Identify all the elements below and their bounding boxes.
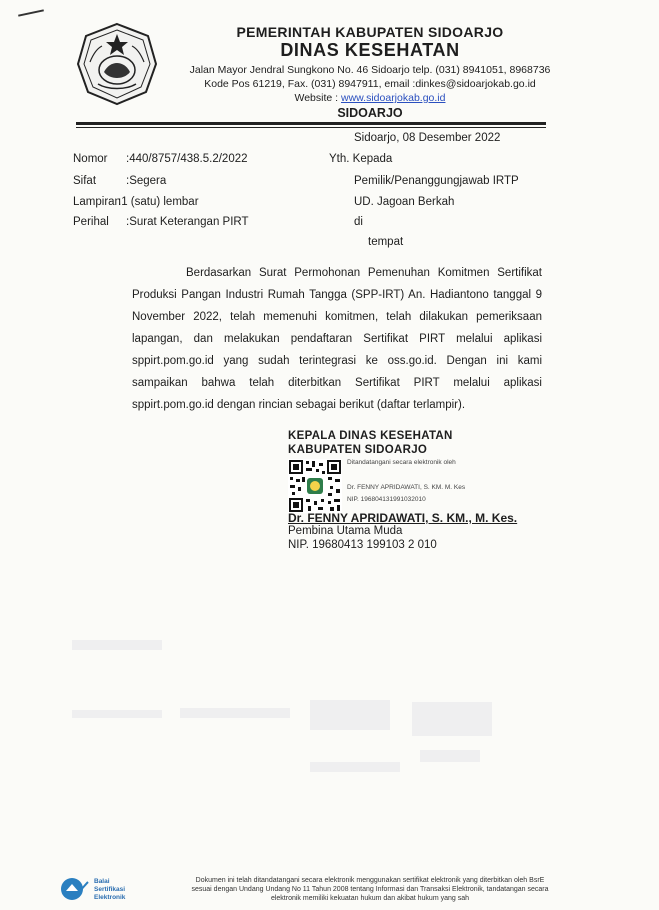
letterhead-address: Jalan Mayor Jendral Sungkono No. 46 Sidoarjo telp. (031) 8941051, 8968736 xyxy=(189,64,551,76)
letterhead-government: PEMERINTAH KABUPATEN SIDOARJO xyxy=(236,24,504,40)
signatory-rank: Pembina Utama Muda xyxy=(288,525,403,537)
bleed-through-mark xyxy=(310,700,390,730)
letterhead-website xyxy=(160,92,580,104)
esign-name: Dr. FENNY APRIDAWATI, S. KM. M. Kes xyxy=(347,484,466,491)
signatory-title-2: KABUPATEN SIDOARJO xyxy=(288,444,428,456)
nomor-label: Nomor xyxy=(73,153,108,165)
body-paragraph: Berdasarkan Surat Permohonan Pemenuhan Komitmen Sertifikat Produksi Pangan Industri Rumah Tangga (SPP-IRT) An. Hadiantono tanggal 9 November 2022, telah memenuhi komitmen, telah dilakukan pemeriksaan lapangan, dan melakukan pendaftaran Sertifikat PIRT melalui aplikasi sppirt.pom.go.id yang sudah terintegrasi ke oss.go.id. Dengan ini kami sampaikan bahwa telah diterbitkan Sertifikat PIRT melalui aplikasi sppirt.pom.go.id dengan rincian sebagai berikut (daftar terlampir). xyxy=(132,267,542,411)
sifat-value: :Segera xyxy=(126,175,167,187)
bleed-through-mark xyxy=(72,640,162,650)
bleed-through-mark xyxy=(412,702,492,736)
disclaimer-line-1: Dokumen ini telah ditandatangani secara elektronik menggunakan sertifikat elektronik yang diterbitkan oleh BsrE xyxy=(195,877,545,884)
perihal-label: Perihal xyxy=(73,216,109,228)
bsre-line-2: Sertifikasi xyxy=(94,886,126,893)
website-link[interactable]: www.sidoarjokab.go.id xyxy=(341,92,446,104)
bleed-through-mark xyxy=(180,708,290,718)
bleed-through-mark xyxy=(420,750,480,762)
perihal-value: :Surat Keterangan PIRT xyxy=(126,216,249,228)
esign-qr-code-icon xyxy=(288,459,342,513)
bsre-line-3: Elektronik xyxy=(94,894,126,901)
bsre-line-1: Balai xyxy=(94,878,110,885)
signatory-title-1: KEPALA DINAS KESEHATAN xyxy=(288,430,453,442)
addressee-line1: Pemilik/Penanggungjawab IRTP xyxy=(354,175,519,187)
website-label: Website : xyxy=(294,92,339,104)
lampiran-value: :1 (satu) lembar xyxy=(118,196,199,208)
lampiran-label: Lampiran xyxy=(73,196,121,208)
disclaimer-line-3: elektronik memiliki kekuatan hukum dan akibat hukum yang sah xyxy=(270,895,470,902)
addressee-di: di xyxy=(354,216,363,228)
addressee-line2: UD. Jagoan Berkah xyxy=(354,196,455,208)
nomor-value: :440/8757/438.5.2/2022 xyxy=(126,153,248,165)
esign-disclaimer xyxy=(160,876,580,903)
addressee-tempat: tempat xyxy=(368,236,404,248)
letterhead-postal: Kode Pos 61219, Fax. (031) 8947911, email :dinkes@sidoarjokab.go.id xyxy=(204,78,536,90)
bleed-through-mark xyxy=(310,762,400,772)
bsre-logo-icon xyxy=(60,876,90,902)
addressee-yth: Yth. Kepada xyxy=(329,153,393,165)
bleed-through-mark xyxy=(72,710,162,718)
letterhead-divider-thin xyxy=(76,127,546,128)
signatory-nip: NIP. 19680413 199103 2 010 xyxy=(288,539,437,551)
letterhead-city: SIDOARJO xyxy=(337,106,403,120)
esign-nip: NIP. 196804131991032010 xyxy=(347,496,426,503)
pen-mark xyxy=(18,9,44,16)
bsre-label xyxy=(94,878,125,902)
letter-body xyxy=(132,262,542,416)
letterhead-agency: DINAS KESEHATAN xyxy=(280,40,460,60)
signatory-name: Dr. FENNY APRIDAWATI, S. KM., M. Kes. xyxy=(288,511,518,525)
disclaimer-line-2: sesuai dengan Undang Undang No 11 Tahun 2008 tentang Informasi dan Transaksi Elektronik, tandatangan secara xyxy=(191,886,549,893)
letter-date: Sidoarjo, 08 Desember 2022 xyxy=(354,132,501,144)
esign-note: Ditandatangani secara elektronik oleh xyxy=(347,459,456,466)
letterhead-divider-thick xyxy=(76,122,546,125)
kabupaten-sidoarjo-emblem-icon xyxy=(76,22,158,106)
sifat-label: Sifat xyxy=(73,175,97,187)
